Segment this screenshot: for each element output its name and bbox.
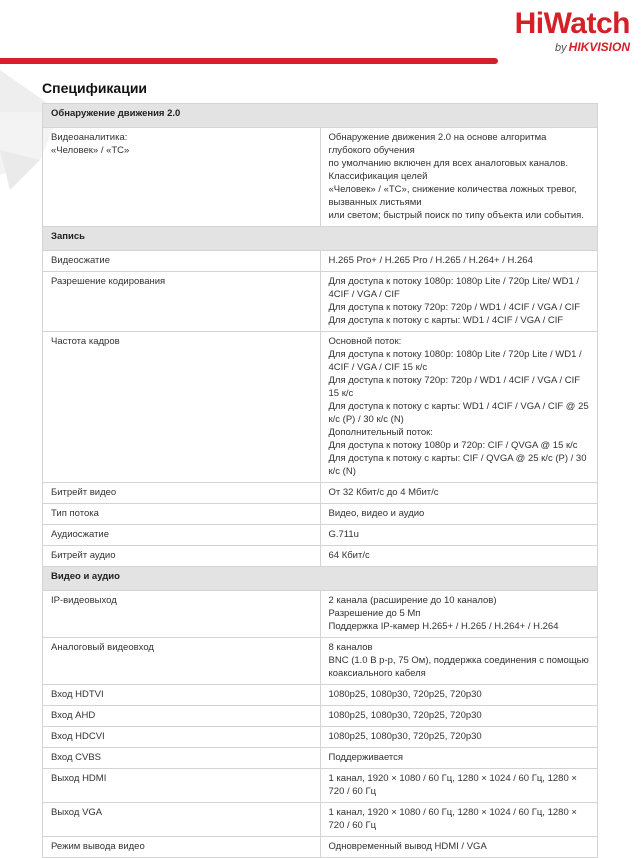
spec-value-line: Для доступа к потоку с карты: WD1 / 4CIF / VGA / CIF @ 25 к/с (P) / 30 к/с (N) — [328, 401, 589, 425]
spec-value — [320, 251, 598, 272]
spec-key — [43, 837, 321, 858]
spec-value — [320, 803, 598, 837]
section-header-row — [43, 104, 598, 128]
spec-key-line: Режим вывода видео — [51, 841, 145, 852]
spec-key-line: IP-видеовыход — [51, 595, 117, 606]
spec-key — [43, 638, 321, 685]
spec-value-line: От 32 Кбит/с до 4 Мбит/с — [328, 487, 439, 498]
spec-row — [43, 638, 598, 685]
spec-row — [43, 685, 598, 706]
section-title: Видео и аудио — [43, 567, 598, 591]
spec-value-line: H.265 Pro+ / H.265 Pro / H.265 / H.264+ / H.264 — [328, 255, 533, 266]
spec-value-line: 1 канал, 1920 × 1080 / 60 Гц, 1280 × 1024 / 60 Гц, 1280 × 720 / 60 Гц — [328, 773, 577, 797]
spec-row — [43, 332, 598, 483]
spec-key — [43, 706, 321, 727]
spec-row — [43, 525, 598, 546]
spec-value — [320, 483, 598, 504]
spec-key — [43, 591, 321, 638]
spec-value — [320, 525, 598, 546]
spec-value-line: Поддерживается — [328, 752, 404, 763]
spec-row — [43, 251, 598, 272]
spec-key — [43, 332, 321, 483]
spec-value-line: Поддержка IP-камер H.265+ / H.265 / H.264+ / H.264 — [328, 621, 559, 632]
spec-key-line: «Человек» / «ТС» — [51, 145, 130, 156]
spec-value — [320, 769, 598, 803]
header-red-stripe — [0, 58, 498, 64]
spec-key — [43, 272, 321, 332]
spec-key — [43, 128, 321, 227]
spec-key — [43, 504, 321, 525]
brand-sub — [515, 40, 630, 55]
spec-key — [43, 483, 321, 504]
spec-row — [43, 272, 598, 332]
spec-value-line: G.711u — [328, 529, 359, 540]
spec-value-line: 2 канала (расширение до 10 каналов) — [328, 595, 497, 606]
spec-value-line: 1080p25, 1080p30, 720p25, 720p30 — [328, 689, 482, 700]
spec-row — [43, 504, 598, 525]
spec-value — [320, 727, 598, 748]
spec-row — [43, 748, 598, 769]
spec-key — [43, 803, 321, 837]
spec-value — [320, 546, 598, 567]
spec-key-line: Тип потока — [51, 508, 99, 519]
spec-value — [320, 706, 598, 727]
spec-key — [43, 685, 321, 706]
spec-value-line: Основной поток: — [328, 336, 402, 347]
brand-sub-name: HIKVISION — [568, 40, 630, 54]
spec-value-line: 1080p25, 1080p30, 720p25, 720p30 — [328, 710, 482, 721]
spec-key-line: Выход VGA — [51, 807, 103, 818]
brand-sub-by: by — [555, 42, 567, 54]
spec-key — [43, 769, 321, 803]
spec-row — [43, 128, 598, 227]
spec-value-line: Для доступа к потоку 720p: 720p / WD1 / 4CIF / VGA / CIF — [328, 302, 581, 313]
spec-key-line: Разрешение кодирования — [51, 276, 166, 287]
spec-value-line: Для доступа к потоку 1080p: 1080p Lite / 720p Lite / WD1 / 4CIF / VGA / CIF 15 к/с — [328, 349, 582, 373]
brand-logo — [515, 6, 630, 55]
spec-row — [43, 837, 598, 858]
spec-key-line: Вход AHD — [51, 710, 96, 721]
spec-key-line: Аналоговый видеовход — [51, 642, 154, 653]
spec-table — [42, 103, 598, 858]
spec-key-line: Аудиосжатие — [51, 529, 110, 540]
spec-key-line: Битрейт аудио — [51, 550, 116, 561]
spec-value-line: Дополнительный поток: — [328, 427, 433, 438]
spec-key — [43, 251, 321, 272]
spec-value-line: Для доступа к потоку 720p: 720p / WD1 / 4CIF / VGA / CIF 15 к/с — [328, 375, 581, 399]
spec-value-line: Видео, видео и аудио — [328, 508, 425, 519]
spec-key-line: Вход HDCVI — [51, 731, 105, 742]
section-header-row — [43, 567, 598, 591]
spec-key-line: Видеосжатие — [51, 255, 110, 266]
spec-value — [320, 748, 598, 769]
spec-value-line: BNC (1.0 В р-р, 75 Ом), поддержка соединения с помощью коаксиального кабеля — [328, 655, 589, 679]
spec-key — [43, 525, 321, 546]
spec-key-line: Битрейт видео — [51, 487, 117, 498]
spec-key-line: Видеоаналитика: — [51, 132, 128, 143]
spec-value — [320, 685, 598, 706]
spec-row — [43, 803, 598, 837]
spec-value — [320, 837, 598, 858]
spec-key-line: Частота кадров — [51, 336, 120, 347]
spec-value-line: «Человек» / «ТС», снижение количества ложных тревог, вызванных листьями — [328, 184, 577, 208]
spec-key — [43, 748, 321, 769]
spec-value — [320, 591, 598, 638]
spec-value-line: Для доступа к потоку 1080p и 720p: CIF / QVGA @ 15 к/с — [328, 440, 578, 451]
spec-value-line: Разрешение до 5 Мп — [328, 608, 421, 619]
spec-value-line: или светом; быстрый поиск по типу объекта или события. — [328, 210, 584, 221]
spec-value — [320, 332, 598, 483]
spec-row — [43, 727, 598, 748]
spec-key-line: Вход HDTVI — [51, 689, 104, 700]
spec-value-line: 8 каналов — [328, 642, 373, 653]
spec-value — [320, 128, 598, 227]
spec-key — [43, 727, 321, 748]
section-header-row — [43, 227, 598, 251]
spec-value-line: Обнаружение движения 2.0 на основе алгоритма глубокого обучения — [328, 132, 547, 156]
spec-value-line: Для доступа к потоку с карты: WD1 / 4CIF / VGA / CIF — [328, 315, 564, 326]
spec-value-line: по умолчанию включен для всех аналоговых каналов. Классификация целей — [328, 158, 568, 182]
spec-value-line: 1 канал, 1920 × 1080 / 60 Гц, 1280 × 1024 / 60 Гц, 1280 × 720 / 60 Гц — [328, 807, 577, 831]
brand-name: HiWatch — [514, 7, 630, 40]
spec-value-line: Для доступа к потоку 1080p: 1080p Lite / 720p Lite/ WD1 / 4CIF / VGA / CIF — [328, 276, 580, 300]
spec-row — [43, 769, 598, 803]
spec-value-line: 1080p25, 1080p30, 720p25, 720p30 — [328, 731, 482, 742]
spec-row — [43, 591, 598, 638]
spec-value — [320, 638, 598, 685]
page-title: Спецификации — [42, 80, 148, 96]
section-title: Обнаружение движения 2.0 — [43, 104, 598, 128]
spec-row — [43, 546, 598, 567]
spec-value — [320, 504, 598, 525]
spec-value-line: Для доступа к потоку с карты: CIF / QVGA @ 25 к/с (P) / 30 к/с (N) — [328, 453, 587, 477]
spec-row — [43, 706, 598, 727]
spec-value-line: 64 Кбит/с — [328, 550, 370, 561]
spec-row — [43, 483, 598, 504]
spec-table-body — [43, 104, 598, 858]
section-title: Запись — [43, 227, 598, 251]
spec-key-line: Выход HDMI — [51, 773, 107, 784]
spec-key — [43, 546, 321, 567]
spec-value-line: Одновременный вывод HDMI / VGA — [328, 841, 487, 852]
spec-value — [320, 272, 598, 332]
spec-key-line: Вход CVBS — [51, 752, 102, 763]
